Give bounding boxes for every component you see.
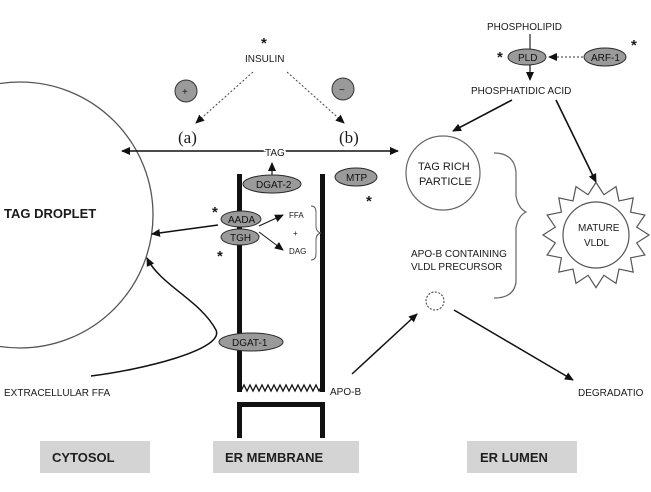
path-a-label: (a) xyxy=(178,128,197,147)
lumen-brace xyxy=(494,153,526,298)
phospholipid-label: PHOSPHOLIPID xyxy=(487,22,563,33)
mature-line2: VLDL xyxy=(584,238,610,249)
phosphatidic-acid-label: PHOSPHATIDIC ACID xyxy=(471,86,572,97)
insulin-label: INSULIN xyxy=(245,54,285,65)
mature-line1: MATURE xyxy=(578,223,620,234)
to-ffa-arrow xyxy=(259,215,283,226)
dag-label: DAG xyxy=(289,247,307,256)
degradation-label: DEGRADATIO xyxy=(578,388,644,399)
pld-label: PLD xyxy=(518,53,538,64)
plus-sign: + xyxy=(182,87,188,98)
aada-star: * xyxy=(212,204,218,221)
pa-to-tagrich-arrow xyxy=(453,100,512,131)
minus-sign: − xyxy=(339,85,345,96)
apo-b-zigzag xyxy=(241,385,322,391)
ffa-label: FFA xyxy=(289,211,304,220)
precursor-line1: APO-B CONTAINING xyxy=(411,249,507,260)
path-b-label: (b) xyxy=(339,128,359,147)
apo-b-label: APO-B xyxy=(330,387,362,398)
insulin-star: * xyxy=(261,35,267,52)
pld-star: * xyxy=(497,49,503,66)
extracellular-ffa-label: EXTRACELLULAR FFA xyxy=(4,388,111,399)
tag-rich-particle-circle xyxy=(406,136,480,210)
mtp-star: * xyxy=(366,193,372,210)
mtp-label: MTP xyxy=(346,173,368,184)
er-bottom-left-leg xyxy=(237,402,242,438)
dgat1-label: DGAT-1 xyxy=(232,338,268,349)
er-to-precursor-arrow xyxy=(352,314,417,374)
er-bottom-top-bar xyxy=(237,402,325,407)
insulin-to-a xyxy=(196,72,253,123)
precursor-to-degradation-arrow xyxy=(454,310,573,380)
cytosol-label: CYTOSOL xyxy=(52,450,115,465)
ffa-dag-brace xyxy=(311,206,321,260)
tgh-label: TGH xyxy=(230,233,252,244)
tag-droplet-label: TAG DROPLET xyxy=(4,206,97,221)
to-dag-arrow xyxy=(259,232,283,250)
pa-to-mature-arrow xyxy=(556,100,596,182)
er-membrane-label: ER MEMBRANE xyxy=(225,450,324,465)
er-membrane-right-wall xyxy=(320,174,325,392)
precursor-line2: VLDL PRECURSOR xyxy=(411,262,503,273)
tag-top-label: TAG xyxy=(265,148,285,159)
ffa-dag-plus: + xyxy=(293,229,298,238)
tag-rich-line1: TAG RICH xyxy=(418,161,470,173)
tag-rich-line2: PARTICLE xyxy=(419,176,472,188)
dgat2-label: DGAT-2 xyxy=(256,180,292,191)
precursor-particle xyxy=(426,292,444,310)
arf1-star: * xyxy=(631,37,637,54)
aada-label: AADA xyxy=(228,215,256,226)
er-lumen-label: ER LUMEN xyxy=(480,450,548,465)
arf1-label: ARF-1 xyxy=(591,53,620,64)
aada-to-droplet-arrow xyxy=(152,225,218,234)
mature-vldl-core xyxy=(563,202,629,268)
er-membrane-left-wall xyxy=(237,174,242,392)
er-bottom-right-leg xyxy=(320,402,325,438)
tgh-star: * xyxy=(217,248,223,265)
